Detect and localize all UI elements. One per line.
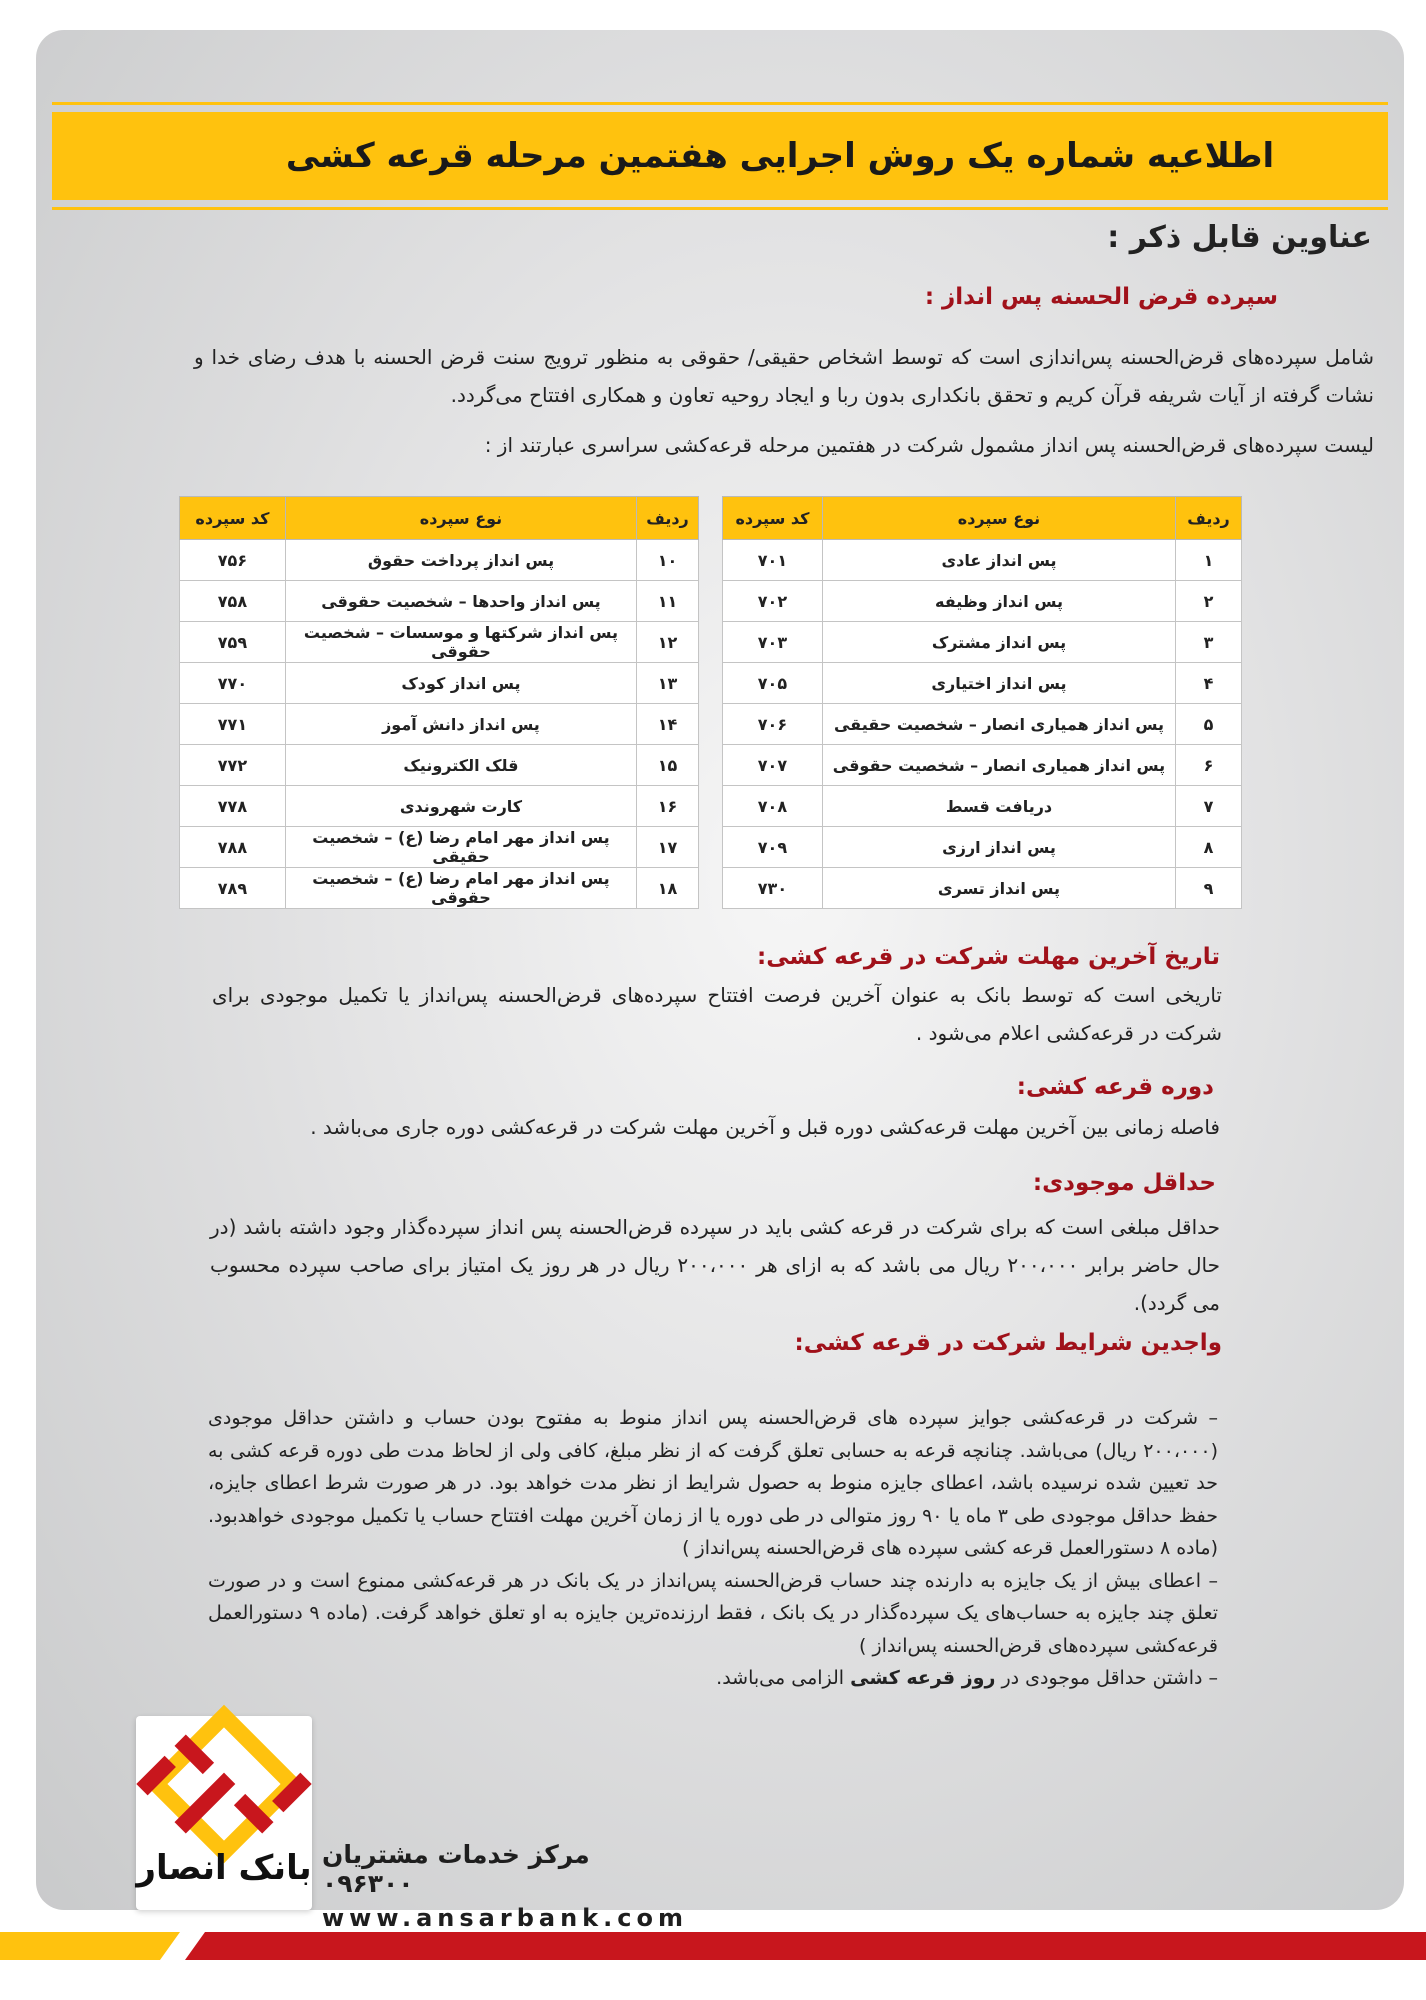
condition-bullet-3-tail: الزامی می‌باشد. — [716, 1667, 845, 1689]
cell-deposit-code: ۷۷۱ — [180, 704, 286, 745]
cell-deposit-code: ۷۰۷ — [723, 745, 823, 786]
condition-bullet-3 — [208, 1662, 1218, 1695]
bank-logo-card — [136, 1716, 312, 1910]
table-row — [723, 581, 1242, 622]
page-title: اطلاعیه شماره یک روش اجرایی هفتمین مرحله قرعه کشی — [285, 136, 1275, 176]
deadline-heading: تاریخ آخرین مهلت شرکت در قرعه کشی: — [757, 944, 1220, 970]
cell-row-number: ۱ — [1176, 540, 1242, 581]
table-row — [723, 786, 1242, 827]
column-header-code: کد سپرده — [723, 497, 823, 540]
bank-logo-icon — [136, 1716, 312, 1866]
table-row — [180, 622, 699, 663]
column-header-code: کد سپرده — [180, 497, 286, 540]
cell-deposit-type: پس انداز تسری — [822, 868, 1175, 909]
table-row — [180, 786, 699, 827]
deposit-paragraph: شامل سپرده‌های قرض‌الحسنه پس‌اندازی است که توسط اشخاص حقیقی/ حقوقی به منظور ترویج سنت قرض الحسنه با هدف رضای خدا و نشات گرفته از آیات شریفه قرآن کریم و تحقق بانکداری بدون ربا و ایجاد روحیه تعاون و همکاری افتتاح می‌گردد. — [194, 345, 1374, 407]
cell-row-number: ۱۰ — [637, 540, 699, 581]
cell-row-number: ۳ — [1176, 622, 1242, 663]
cell-deposit-type: پس انداز وظیفه — [822, 581, 1175, 622]
cell-deposit-code: ۷۸۸ — [180, 827, 286, 868]
minimum-paragraph: حداقل مبلغی است که برای شرکت در قرعه کشی باید در سپرده قرض‌الحسنه پس انداز سپرده‌گذار وجود داشته باشد (در حال حاضر برابر ۲۰۰،۰۰۰ ریال می باشد که به ازای هر ۲۰۰،۰۰۰ ریال در هر روز یک امتیاز برای صاحب سپرده محسوب می گردد). — [210, 1215, 1220, 1315]
table-row — [723, 704, 1242, 745]
table-row — [180, 581, 699, 622]
cell-row-number: ۶ — [1176, 745, 1242, 786]
minimum-heading: حداقل موجودی: — [1032, 1170, 1216, 1196]
cell-deposit-type: پس انداز عادی — [822, 540, 1175, 581]
announcement-panel — [36, 30, 1404, 1932]
column-header-row: ردیف — [1176, 497, 1242, 540]
cell-deposit-type: پس انداز کودک — [285, 663, 636, 704]
main-heading: عناوین قابل ذکر : — [1107, 220, 1372, 255]
cell-deposit-code: ۷۵۶ — [180, 540, 286, 581]
cell-row-number: ۵ — [1176, 704, 1242, 745]
cell-deposit-code: ۷۰۹ — [723, 827, 823, 868]
cell-deposit-type: پس انداز دانش آموز — [285, 704, 636, 745]
cell-row-number: ۱۶ — [637, 786, 699, 827]
table-row — [180, 827, 699, 868]
column-header-row: ردیف — [637, 497, 699, 540]
cell-row-number: ۱۱ — [637, 581, 699, 622]
cell-deposit-type: پس انداز شرکتها و موسسات – شخصیت حقوقی — [285, 622, 636, 663]
condition-bullet-3-bold: روز قرعه کشی — [850, 1667, 996, 1689]
contact-info — [322, 1840, 688, 1932]
table-row — [180, 540, 699, 581]
cell-deposit-type: دریافت قسط — [822, 786, 1175, 827]
cell-deposit-type: پس انداز پرداخت حقوق — [285, 540, 636, 581]
cell-row-number: ۷ — [1176, 786, 1242, 827]
condition-bullet-2: – اعطای بیش از یک جایزه به دارنده چند حساب قرض‌الحسنه پس‌انداز در یک بانک در هر قرعه‌کشی ممنوع است و در صورت تعلق چند جایزه به حساب‌های یک سپرده‌گذار در یک بانک ، فقط ارزنده‌ترین جایزه به او تعلق خواهد گرفت. (ماده ۹ دستورالعمل قرعه‌کشی سپرده‌های قرض‌الحسنه پس‌انداز ) — [208, 1569, 1218, 1657]
cell-deposit-code: ۷۷۲ — [180, 745, 286, 786]
table-header-row — [180, 497, 699, 540]
cell-row-number: ۱۷ — [637, 827, 699, 868]
cell-deposit-type: پس انداز مشترک — [822, 622, 1175, 663]
condition-bullet-1: – شرکت در قرعه‌کشی جوایز سپرده های قرض‌الحسنه پس انداز منوط به مفتوح بودن حساب و داشتن حداقل موجودی (۲۰۰،۰۰۰ ریال) می‌باشد. چنانچه قرعه به حسابی تعلق گرفت که از نظر مبلغ، کافی ولی از لحاظ مدت طی دوره قرعه کشی به حد تعیین شده نرسیده باشد، اعطای جایزه منوط به حصول شرایط از نظر مدت خواهد بود. در هر صورت شرط اعطای جایزه، حفظ حداقل موجودی طی ۳ ماه یا ۹۰ روز متوالی در طی دوره یا از زمان آخرین مهلت افتتاح حساب یا تکمیل موجودی خواهدبود. (ماده ۸ دستورالعمل قرعه کشی سپرده های قرض‌الحسنه پس‌انداز ) — [208, 1407, 1218, 1559]
cell-deposit-code: ۷۰۸ — [723, 786, 823, 827]
title-banner — [52, 112, 1388, 200]
cell-deposit-type: پس انداز همیاری انصار – شخصیت حقوقی — [822, 745, 1175, 786]
deposit-heading: سپرده قرض الحسنه پس انداز : — [924, 284, 1278, 310]
cell-row-number: ۴ — [1176, 663, 1242, 704]
cell-deposit-type: پس انداز همیاری انصار – شخصیت حقیقی — [822, 704, 1175, 745]
cell-deposit-code: ۷۸۹ — [180, 868, 286, 909]
table-row — [180, 704, 699, 745]
cell-deposit-type: قلک الکترونیک — [285, 745, 636, 786]
deposit-table-right — [722, 496, 1242, 909]
deposit-list-intro: لیست سپرده‌های قرض‌الحسنه پس انداز مشمول شرکت در هفتمین مرحله قرعه‌کشی سراسری عبارتند از : — [484, 433, 1374, 457]
table-row — [723, 745, 1242, 786]
deadline-paragraph: تاریخی است که توسط بانک به عنوان آخرین فرصت افتتاح سپرده‌های قرض‌الحسنه پس‌انداز یا تکمیل موجودی برای شرکت در قرعه‌کشی اعلام می‌شود . — [212, 983, 1222, 1045]
table-row — [723, 622, 1242, 663]
cell-deposit-code: ۷۵۹ — [180, 622, 286, 663]
table-row — [180, 868, 699, 909]
period-paragraph: فاصله زمانی بین آخرین مهلت قرعه‌کشی دوره قبل و آخرین مهلت شرکت در قرعه‌کشی دوره جاری می‌باشد . — [310, 1115, 1220, 1139]
deposit-table-left — [179, 496, 699, 909]
cell-deposit-type: پس انداز واحدها – شخصیت حقوقی — [285, 581, 636, 622]
column-header-type: نوع سپرده — [285, 497, 636, 540]
cell-deposit-type: پس انداز مهر امام رضا (ع) – شخصیت حقوقی — [285, 868, 636, 909]
cell-row-number: ۹ — [1176, 868, 1242, 909]
website-link[interactable]: www.ansarbank.com — [322, 1904, 688, 1932]
period-heading: دوره قرعه کشی: — [1016, 1074, 1214, 1100]
cell-row-number: ۱۳ — [637, 663, 699, 704]
table-header-row — [723, 497, 1242, 540]
cell-row-number: ۱۵ — [637, 745, 699, 786]
cell-deposit-code: ۷۰۳ — [723, 622, 823, 663]
cell-row-number: ۱۴ — [637, 704, 699, 745]
table-row — [723, 663, 1242, 704]
cell-deposit-type: کارت شهروندی — [285, 786, 636, 827]
footer-stripe — [0, 1930, 1426, 2000]
cell-deposit-type: پس انداز ارزی — [822, 827, 1175, 868]
cell-deposit-code: ۷۵۸ — [180, 581, 286, 622]
table-row — [723, 868, 1242, 909]
cell-deposit-code: ۷۷۸ — [180, 786, 286, 827]
column-header-type: نوع سپرده — [822, 497, 1175, 540]
table-row — [180, 663, 699, 704]
cell-row-number: ۱۲ — [637, 622, 699, 663]
cell-row-number: ۱۸ — [637, 868, 699, 909]
customer-service-number: مرکز خدمات مشتریان ۰۹۶۳۰۰ — [322, 1840, 590, 1898]
conditions-list — [208, 1402, 1218, 1695]
cell-deposit-code: ۷۰۶ — [723, 704, 823, 745]
table-row — [180, 745, 699, 786]
conditions-heading: واجدین شرایط شرکت در قرعه کشی: — [794, 1330, 1222, 1356]
bank-name: بانک انصار — [136, 1848, 312, 1888]
cell-row-number: ۲ — [1176, 581, 1242, 622]
table-row — [723, 540, 1242, 581]
cell-deposit-code: ۷۰۲ — [723, 581, 823, 622]
table-row — [723, 827, 1242, 868]
cell-deposit-code: ۷۰۵ — [723, 663, 823, 704]
cell-deposit-code: ۷۰۱ — [723, 540, 823, 581]
condition-bullet-3-text: – داشتن حداقل موجودی در — [1001, 1667, 1218, 1689]
cell-deposit-type: پس انداز اختیاری — [822, 663, 1175, 704]
cell-deposit-type: پس انداز مهر امام رضا (ع) – شخصیت حقیقی — [285, 827, 636, 868]
cell-row-number: ۸ — [1176, 827, 1242, 868]
cell-deposit-code: ۷۳۰ — [723, 868, 823, 909]
cell-deposit-code: ۷۷۰ — [180, 663, 286, 704]
